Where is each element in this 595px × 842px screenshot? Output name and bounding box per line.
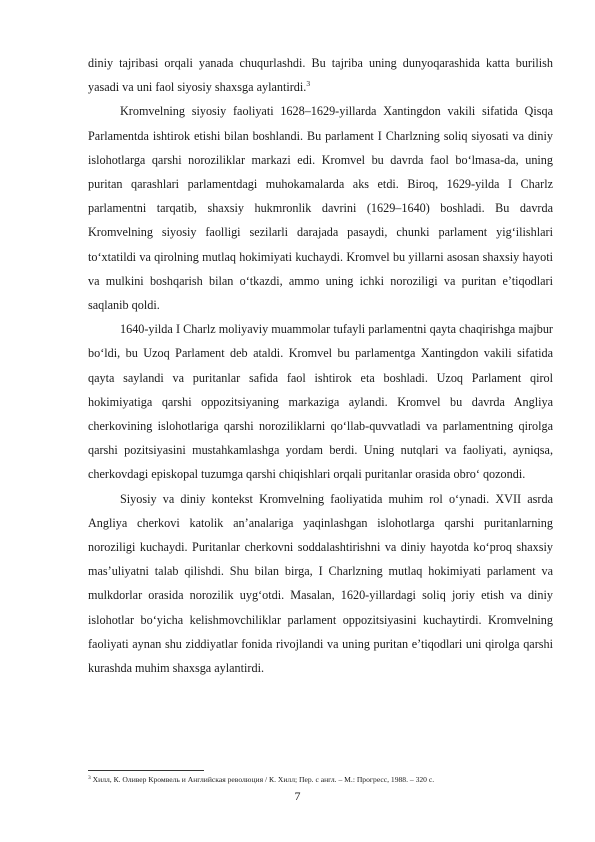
paragraph-1 — [88, 51, 553, 99]
body-text — [88, 51, 553, 680]
footnote-reference[interactable]: 3 — [306, 79, 311, 89]
paragraph-3: 1640-yilda I Charlz moliyaviy muammolar tufayli parlamentni qayta chaqirishga majbur bo‘ldi, bu Uzoq Parlament deb ataldi. Kromvel bu parlamentga Xantingdon vakili sifatida qayta saylandi va puritanlar safida faol ishtirok eta boshladi. Uzoq Parlament qirol hokimiyatiga qarshi oppozitsiyaning markaziga aylandi. Kromvel bu davrda Angliya cherkovining islohotlariga qarshi noroziliklarni qo‘llab-quvvatladi va parlamentning qirolga qarshi pozitsiyasini mustahkamlashga yordam berdi. Uning nutqlari va faoliyati, ayniqsa, cherkovdagi episkopal tuzumga qarshi chiqishlari orqali puritanlar orasida obro‘ qozondi. — [88, 322, 553, 482]
paragraph-1-text: diniy tajribasi orqali yanada chuqurlashdi. Bu tajriba uning dunyoqarashida katta burilish yasadi va uni faol siyosiy shaxsga aylantirdi. — [88, 56, 553, 95]
paragraph-2: Kromvelning siyosiy faoliyati 1628–1629-yillarda Xantingdon vakili sifatida Qisqa Parlamentda ishtirok etishi bilan boshlandi. Bu parlament I Charlzning soliq siyosati va diniy islohotlarga qarshi noroziliklar markazi edi. Kromvel bu davrda faol bo‘lmasa-da, uning puritan qarashlari parlamentdagi muhokamalarda aks etdi. Biroq, 1629-yilda I Charlz parlamentni tarqatib, shaxsiy hukmronlik davrini (1629–1640) boshladi. Bu davrda Kromvelning siyosiy faolligi sezilarli darajada pasaydi, chunki parlament yig‘ilishlari to‘xtatildi va qirolning mutlaq hokimiyati kuchaydi. Kromvel bu yillarni asosan shaxsiy hayoti va mulkini boshqarish bilan o‘tkazdi, ammo uning ichki noroziligi va puritan e’tiqodlari saqlanib qoldi. — [88, 104, 553, 313]
footnote-number: 3 — [88, 775, 91, 781]
footnote-divider — [88, 770, 204, 771]
footnote-text: Хилл, К. Оливер Кромвель и Английская революция / К. Хилл; Пер. с англ. – М.: Прогресс, 1988. – 320 с. — [90, 775, 435, 784]
page-number: 7 — [294, 789, 301, 803]
paragraph-4: Siyosiy va diniy kontekst Kromvelning faoliyatida muhim rol o‘ynadi. XVII asrda Angliya cherkovi katolik an’analariga yaqinlashgan islohotlarga qarshi puritanlarning noroziligi kuchaydi. Puritanlar cherkovni soddalashtirishni va diniy hayotda ko‘proq shaxsiy mas’uliyatni talab qilishdi. Shu bilan birga, I Charlzning mutlaq hokimiyati parlament va mulkdorlar orasida norozilik uyg‘otdi. Masalan, 1620-yillardagi soliq joriy etish va diniy islohotlar bo‘yicha kelishmovchiliklar parlament oppozitsiyasini kuchaytirdi. Kromvelning faoliyati aynan shu ziddiyatlar fonida rivojlandi va uning puritan e’tiqodlari uni qirolga qarshi kurashda muhim shaxsga aylantirdi. — [88, 491, 553, 676]
footnote — [88, 775, 553, 785]
